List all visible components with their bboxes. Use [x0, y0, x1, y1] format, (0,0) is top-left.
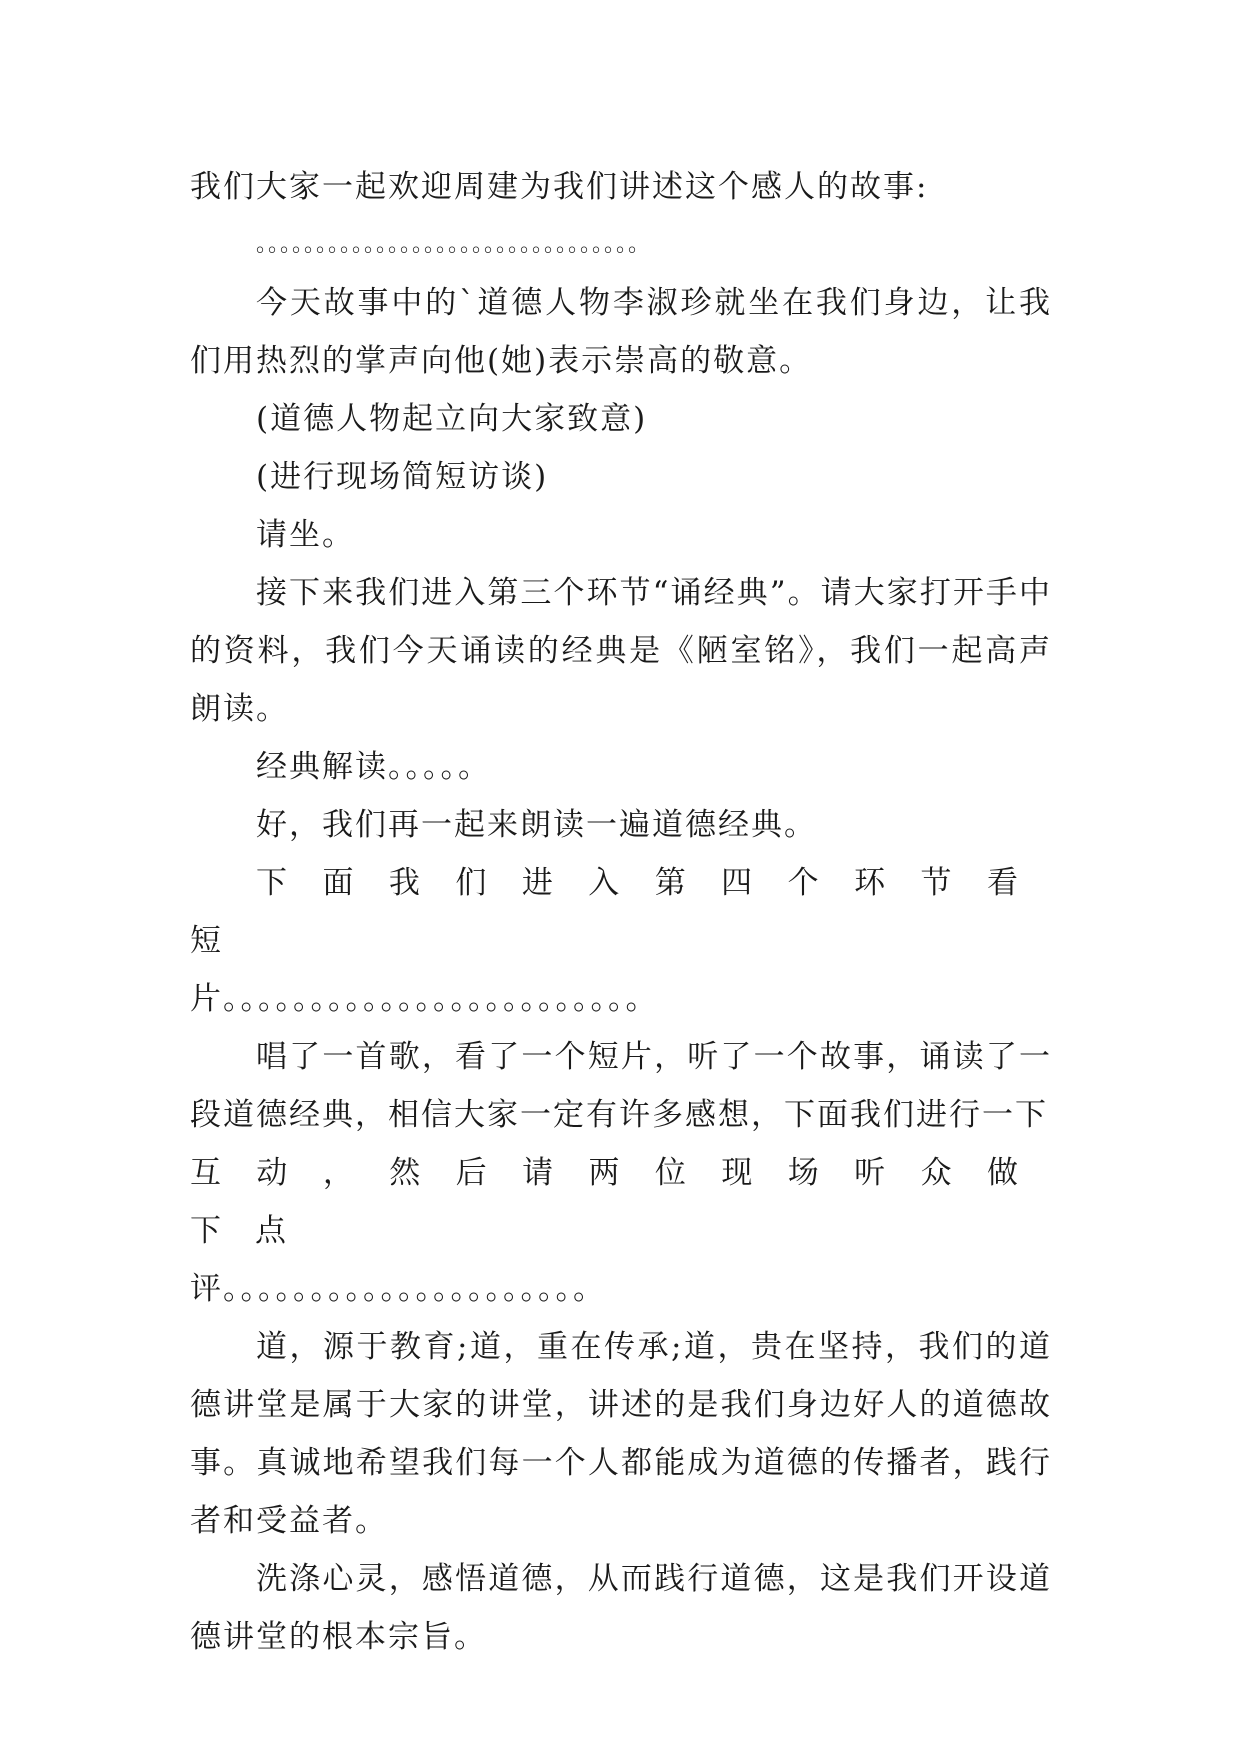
stage-direction-stand: (道德人物起立向大家致意) [256, 401, 648, 437]
paragraph-interaction: 互动，然后请两位现场听众做下点 [190, 1155, 1052, 1249]
paragraph-fourth-segment: 下面我们进入第四个环节看短 [190, 865, 1052, 959]
stage-direction-interview: (进行现场简短访谈) [256, 459, 549, 495]
paragraph-dao: 道，源于教育;道，重在传承;道，贵在坚持，我们的道德讲堂是属于大家的讲堂，讲述的是我们身边好人的道德故事。真诚地希望我们每一个人都能成为道德的传播者，践行者和受益者。 [190, 1329, 1052, 1539]
paragraph-moral-figure: 今天故事中的`道德人物李淑珍就坐在我们身边，让我们用热烈的掌声向他(她)表示崇高的敬意。 [190, 285, 1052, 379]
paragraph-interaction-cont: 评。。。。。。。。。。。。。。。。。。。。。 [190, 1271, 606, 1307]
paragraph-please-sit: 请坐。 [256, 517, 355, 553]
paragraph-reflection: 唱了一首歌，看了一个短片，听了一个故事，诵读了一段道德经典，相信大家一定有许多感想，下面我们进行一下 [190, 1039, 1052, 1133]
paragraph-recite-classics: 接下来我们进入第三个环节“诵经典”。请大家打开手中的资料，我们今天诵读的经典是《陋室铭》，我们一起高声朗读。 [190, 575, 1052, 727]
paragraph-intro: 我们大家一起欢迎周建为我们讲述这个感人的故事: [190, 169, 929, 205]
paragraph-purpose: 洗涤心灵，感悟道德，从而践行道德，这是我们开设道德讲堂的根本宗旨。 [190, 1561, 1052, 1655]
document-body [190, 158, 1052, 1666]
paragraph-fourth-segment-cont: 片。。。。。。。。。。。。。。。。。。。。。。。。 [190, 981, 659, 1017]
ellipsis-line: 。。。。。。。。。。。。。。。。。。。。。。。。。。。。。。。。 [256, 232, 652, 257]
paragraph-read-again: 好，我们再一起来朗读一遍道德经典。 [256, 807, 817, 843]
paragraph-classic-interpretation: 经典解读。。。。。 [256, 749, 491, 785]
